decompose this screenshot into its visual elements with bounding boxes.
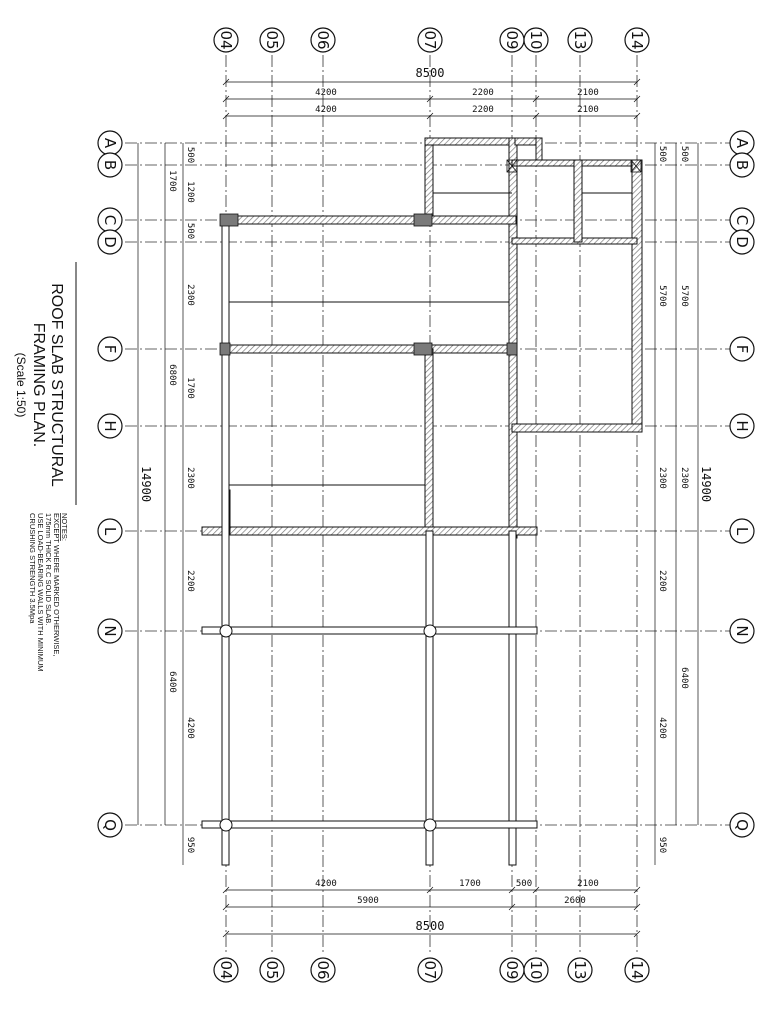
dim-top-row2-b: 2200: [472, 105, 494, 115]
dim-bottom-row2-b: 2600: [564, 896, 586, 906]
grid-label-row-b-left: B: [101, 159, 119, 171]
dim-right-inner-5: 4200: [657, 717, 667, 739]
dim-left-inner-1: 500: [185, 146, 195, 164]
notes-line-3: USE LOAD-BEARING WALLS WITH MINIMUM: [36, 513, 45, 672]
grid-label-row-q-left: Q: [101, 819, 119, 831]
dim-right-mid-1: 500: [679, 145, 689, 163]
dim-left-inner-5: 1700: [185, 377, 195, 399]
dim-left-inner-2: 1200: [185, 181, 195, 203]
title-line-1: ROOF SLAB STRUCTURAL: [48, 283, 65, 487]
dim-bottom-row1-b: 1700: [459, 879, 481, 889]
dim-bottom-row1-c: 500: [515, 879, 533, 889]
grid-label-row-q-right: Q: [733, 819, 751, 831]
grid-label-row-d-right: D: [733, 236, 751, 248]
dim-left-mid-3: 6400: [167, 671, 177, 693]
dim-top-row1-c: 2100: [577, 88, 599, 98]
grid-label-row-l-right: L: [733, 526, 751, 536]
dim-bottom-row1-a: 4200: [315, 879, 337, 889]
grid-label-row-a-left: A: [101, 137, 119, 149]
grid-label-row-n-right: N: [733, 625, 751, 637]
dim-right-inner-4: 2200: [657, 570, 667, 592]
dim-right-inner-1: 500: [657, 145, 667, 163]
grid-label-row-n-left: N: [101, 625, 119, 637]
notes-line-1: EXCEPT WHERE MARKED OTHERWISE,: [52, 513, 61, 657]
dim-right-mid-4: 6400: [679, 667, 689, 689]
grid-label-row-a-right: A: [733, 137, 751, 149]
grid-label-row-d-left: D: [101, 236, 119, 248]
grid-label-col-06-top: 06: [314, 30, 332, 50]
dim-left-inner-3: 500: [185, 222, 195, 240]
dim-top-row2-c: 2100: [577, 105, 599, 115]
grid-label-col-14-top: 14: [628, 30, 646, 50]
grid-label-col-06-bottom: 06: [314, 960, 332, 980]
dim-bottom-overall: 8500: [415, 919, 445, 933]
dim-left-inner-7: 2200: [185, 570, 195, 592]
dim-left-mid-1: 1700: [167, 170, 177, 192]
dim-right-mid-2: 5700: [679, 285, 689, 307]
dim-left-inner-9: 950: [185, 836, 195, 854]
grid-label-row-c-right: C: [733, 214, 751, 226]
grid-label-col-10-bottom: 10: [527, 960, 545, 980]
grid-label-row-f-left: F: [101, 344, 119, 354]
grid-label-col-07-top: 07: [421, 30, 439, 50]
grid-label-row-h-left: H: [101, 420, 119, 432]
dim-top-row1-a: 4200: [315, 88, 337, 98]
notes-line-4: CRUSHING STRENGTH 3.5Mpa: [28, 513, 37, 624]
grid-label-row-l-left: L: [101, 526, 119, 536]
grid-label-col-09-top: 09: [503, 30, 521, 50]
dim-left-inner-4: 2300: [185, 284, 195, 306]
grid-label-col-10-top: 10: [527, 30, 545, 50]
notes-line-2: 175mm THICK R.C SOLID SLAB.: [44, 513, 53, 626]
dim-right-inner-2: 5700: [657, 285, 667, 307]
dim-right-inner-6: 950: [657, 836, 667, 854]
grid-label-col-13-bottom: 13: [571, 960, 589, 980]
grid-label-col-13-top: 13: [571, 30, 589, 50]
dim-top-row1-b: 2200: [472, 88, 494, 98]
grid-label-col-07-bottom: 07: [421, 960, 439, 980]
title-line-2: FRAMING PLAN.: [30, 322, 47, 448]
dim-right-mid-3: 2300: [679, 467, 689, 489]
dim-left-overall: 14900: [139, 465, 153, 503]
notes-heading: NOTES:: [60, 513, 69, 541]
dim-left-inner-6: 2300: [185, 467, 195, 489]
dim-top-row2-a: 4200: [315, 105, 337, 115]
grid-label-col-05-bottom: 05: [263, 960, 281, 980]
grid-label-col-09-bottom: 09: [503, 960, 521, 980]
grid-label-row-c-left: C: [101, 214, 119, 226]
dim-left-inner-8: 4200: [185, 717, 195, 739]
round-columns: [220, 625, 436, 831]
dim-right-overall: 14900: [699, 465, 713, 503]
dim-top-overall: 8500: [415, 66, 445, 80]
dim-left-mid-2: 6800: [167, 364, 177, 386]
scale-label: (Scale 1:50): [14, 352, 28, 418]
grid-label-row-h-right: H: [733, 420, 751, 432]
grid-label-row-b-right: B: [733, 159, 751, 171]
grid-label-col-05-top: 05: [263, 30, 281, 50]
dim-bottom-row2-a: 5900: [357, 896, 379, 906]
load-bearing-walls: [202, 138, 642, 538]
grid-label-col-04-bottom: 04: [217, 960, 235, 980]
grid-label-col-14-bottom: 14: [628, 960, 646, 980]
dim-right-inner-3: 2300: [657, 467, 667, 489]
grid-label-row-f-right: F: [733, 344, 751, 354]
structural-columns: [220, 214, 517, 355]
grid-label-col-04-top: 04: [217, 30, 235, 50]
dim-bottom-row1-d: 2100: [577, 879, 599, 889]
